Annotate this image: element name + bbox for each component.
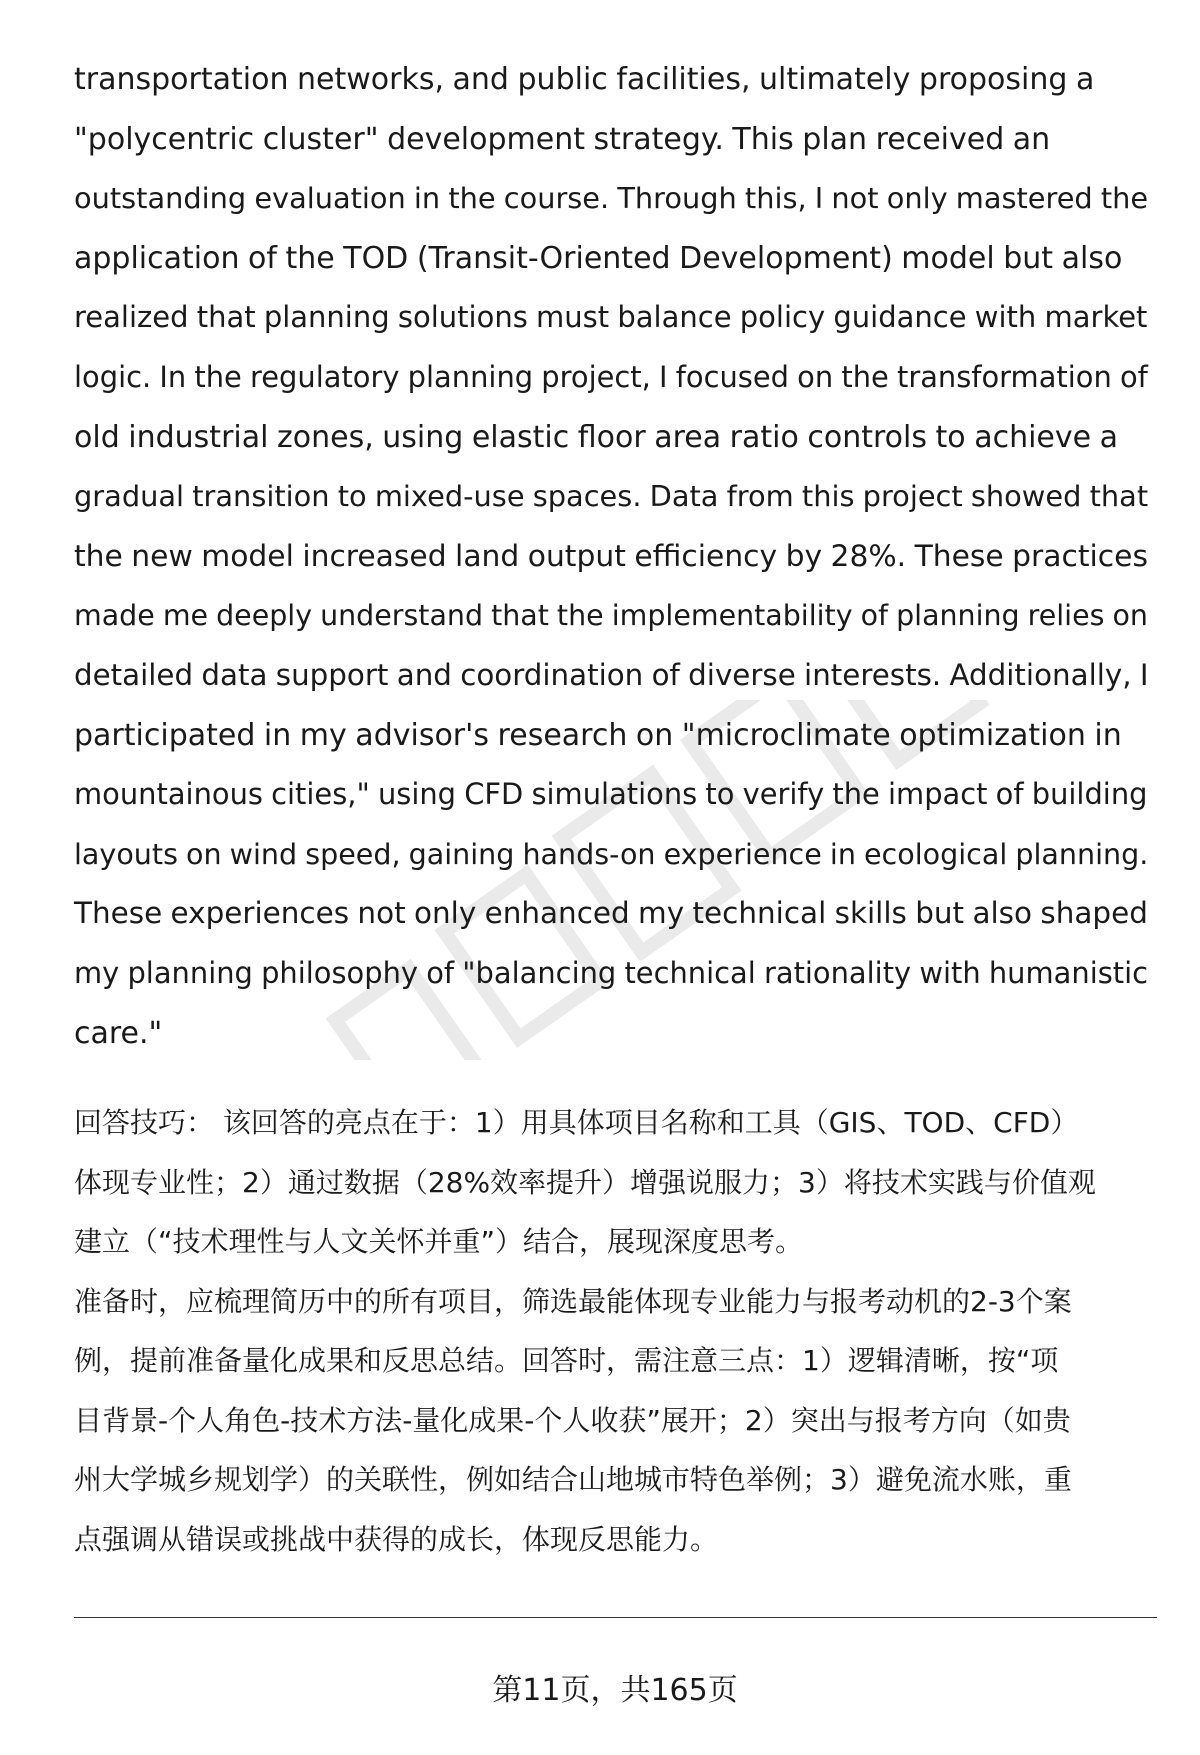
paragraph-line: old industrial zones, using elastic floor area ratio controls to achieve a [74, 419, 1119, 455]
answer-tips-section [74, 1093, 1154, 1569]
paragraph-line: These experiences not only enhanced my technical skills but also shaped [74, 896, 1148, 931]
paragraph-line: made me deeply understand that the implementability of planning relies on [74, 599, 1148, 633]
paragraph-line: realized that planning solutions must balance policy guidance with market [74, 300, 1148, 335]
paragraph-line: gradual transition to mixed-use spaces. Data from this project showed that [74, 479, 1149, 514]
tips-line: 目背景-个人角色-技术方法-量化成果-个人收获”展开；2）突出与报考方向（如贵 [74, 1403, 1071, 1437]
footer-divider [74, 1617, 1157, 1618]
page-number: 第11页，共165页 [492, 1673, 738, 1708]
tips-line: 点强调从错误或挑战中获得的成长，体现反思能力。 [74, 1522, 719, 1556]
answer-english-paragraph [74, 50, 1154, 1063]
paragraph-line: logic. In the regulatory planning project, I focused on the transformation of [74, 359, 1148, 394]
paragraph-line: application of the TOD (Transit-Oriented Development) model but also [74, 240, 1123, 276]
tips-line: 回答技巧： 该回答的亮点在于：1）用具体项目名称和工具（GIS、TOD、CFD） [74, 1106, 1079, 1139]
paragraph-line: transportation networks, and public facilities, ultimately proposing a [74, 62, 1095, 97]
paragraph-line: care." [74, 1015, 163, 1051]
paragraph-line: outstanding evaluation in the course. Through this, I not only mastered the [74, 181, 1149, 216]
paragraph-line: "polycentric cluster" development strategy. This plan received an [74, 121, 1051, 157]
paragraph-line: participated in my advisor's research on "microclimate optimization in [74, 717, 1122, 753]
paragraph-line: mountainous cities," using CFD simulations to verify the impact of building [74, 777, 1148, 812]
paragraph-line: the new model increased land output efficiency by 28%. These practices [74, 538, 1148, 574]
paragraph-line: detailed data support and coordination of diverse interests. Additionally, I [74, 657, 1149, 692]
paragraph-line: my planning philosophy of "balancing technical rationality with humanistic [74, 955, 1149, 990]
tips-line: 例，提前准备量化成果和反思总结。回答时，需注意三点：1）逻辑清晰，按“项 [74, 1344, 1059, 1377]
tips-line: 体现专业性；2）通过数据（28%效率提升）增强说服力；3）将技术实践与价值观 [74, 1165, 1096, 1199]
tips-line: 准备时，应梳理简历中的所有项目，筛选最能体现专业能力与报考动机的2-3个案 [74, 1284, 1072, 1318]
paragraph-line: layouts on wind speed, gaining hands-on experience in ecological planning. [74, 836, 1149, 871]
tips-line: 州大学城乡规划学）的关联性，例如结合山地城市特色举例；3）避免流水账，重 [74, 1463, 1072, 1496]
tips-line: 建立（“技术理性与人文关怀并重”）结合，展现深度思考。 [74, 1225, 804, 1258]
